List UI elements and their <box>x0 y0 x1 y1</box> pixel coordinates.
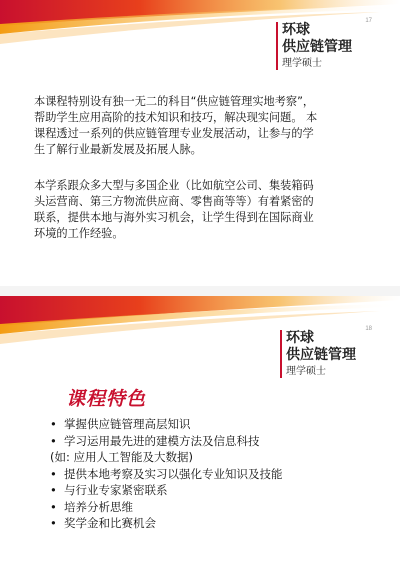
feature-list <box>50 416 380 532</box>
intro-paragraph <box>34 94 376 158</box>
features-heading: 课程特色 <box>66 388 147 410</box>
program-degree: 理学硕士 <box>282 58 322 69</box>
program-title-line1: 环球 <box>282 22 310 38</box>
slide-17 <box>0 0 400 286</box>
feature-text: 提供本地考察及实习以强化专业知识及技能 <box>64 466 283 481</box>
slide-18 <box>0 296 400 581</box>
paragraph-line: 联系，提供本地与海外实习机会，让学生得到在国际商业 <box>34 211 314 224</box>
feature-item <box>50 416 380 433</box>
bullet-icon: • <box>50 483 57 497</box>
feature-text: (如: 应用人工智能及大数据) <box>50 450 194 464</box>
feature-item <box>50 499 380 516</box>
feature-item <box>50 515 380 532</box>
paragraph-line: 帮助学生应用高阶的技术知识和技巧，解决现实问题。 本 <box>34 111 318 124</box>
paragraph-line: 生了解行业最新发展及拓展人脉。 <box>34 143 202 156</box>
feature-item-continuation <box>50 449 380 466</box>
feature-text: 培养分析思维 <box>64 499 133 514</box>
feature-text: 学习运用最先进的建模方法及信息科技 <box>64 433 260 448</box>
program-title-line1: 环球 <box>286 330 314 346</box>
page-number: 18 <box>365 326 372 332</box>
program-degree: 理学硕士 <box>286 366 326 377</box>
feature-item <box>50 433 380 450</box>
paragraph-line: 环境的工作经验。 <box>34 227 124 240</box>
paragraph-line: 课程透过一系列的供应链管理专业发展活动，让参与的学 <box>34 127 314 140</box>
bullet-icon: • <box>50 466 57 481</box>
internship-paragraph <box>34 178 376 242</box>
feature-text: 掌握供应链管理高层知识 <box>64 417 191 431</box>
feature-item <box>50 482 380 499</box>
feature-text: 与行业专家紧密联系 <box>64 483 168 497</box>
paragraph-line: 本学系跟众多大型与多国企业（比如航空公司、集装箱码 <box>34 179 314 192</box>
program-title-block <box>280 330 400 378</box>
feature-item <box>50 466 380 483</box>
bullet-icon: • <box>50 499 57 514</box>
program-title-line2: 供应链管理 <box>286 347 356 363</box>
program-title-block <box>276 22 400 70</box>
program-title-line2: 供应链管理 <box>282 39 352 55</box>
page-number: 17 <box>365 18 372 24</box>
bullet-icon: • <box>50 417 57 431</box>
bullet-icon: • <box>50 433 57 448</box>
feature-text: 奖学金和比赛机会 <box>64 516 156 530</box>
bullet-icon: • <box>50 516 57 530</box>
paragraph-line: 头运营商、第三方物流供应商、零售商等等）有着紧密的 <box>34 195 314 208</box>
paragraph-line: 本课程特别设有独一无二的科目“供应链管理实地考察”， <box>34 95 315 108</box>
